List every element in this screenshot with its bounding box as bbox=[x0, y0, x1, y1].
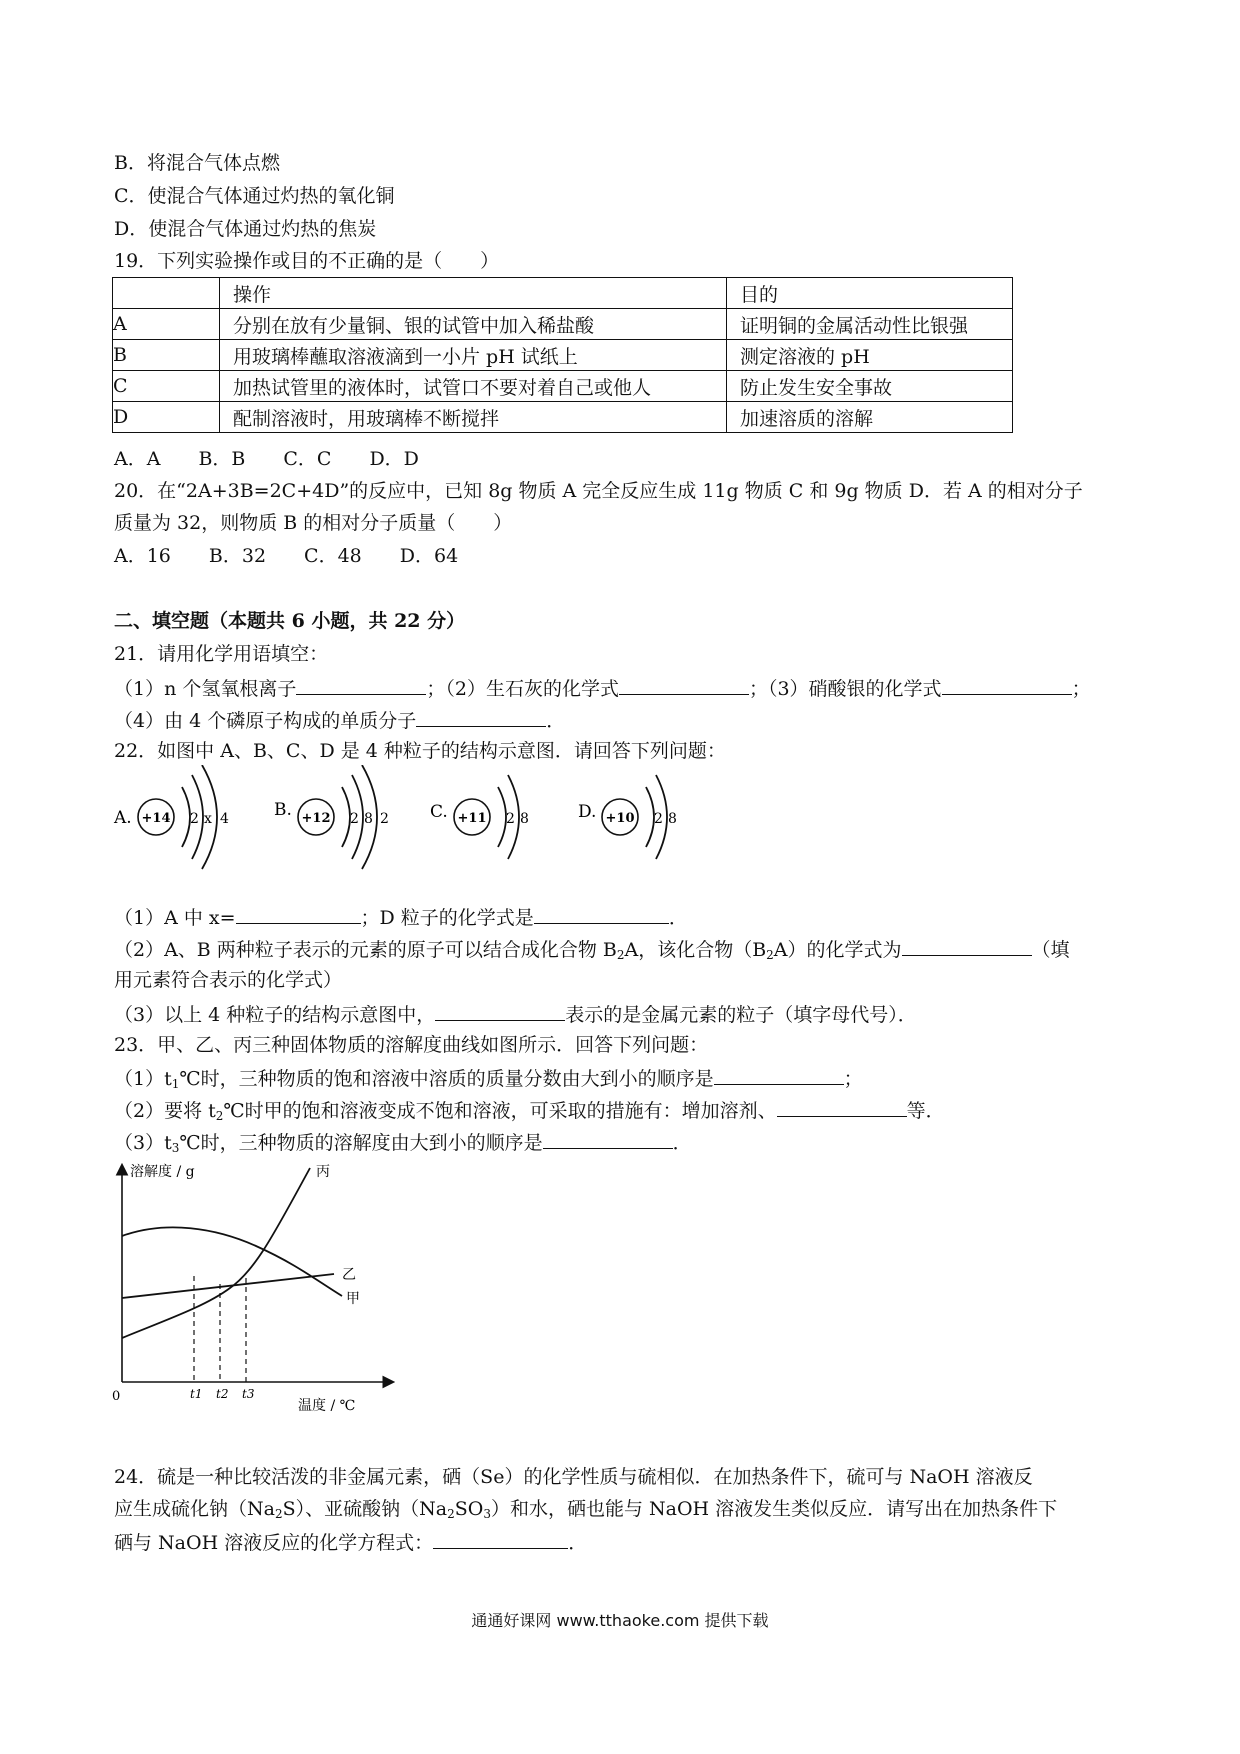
q24-line2-d: ）和水，硒也能与 NaOH 溶液发生类似反应．请写出在加热条件下 bbox=[490, 1498, 1058, 1520]
subscript: 2 bbox=[215, 1109, 224, 1123]
electron-shell-arc bbox=[498, 787, 506, 847]
table-cell: C bbox=[113, 371, 220, 402]
answer-blank[interactable] bbox=[296, 674, 426, 695]
q24-line2-c: SO bbox=[454, 1498, 484, 1520]
q22-sub3 bbox=[114, 1000, 917, 1028]
q22-sub1 bbox=[114, 903, 688, 931]
particle-label: B. bbox=[274, 800, 292, 820]
answer-blank[interactable] bbox=[777, 1096, 907, 1117]
table-cell: 证明铜的金属活动性比银强 bbox=[727, 309, 1013, 340]
table-row bbox=[113, 309, 1013, 340]
particle-d-diagram bbox=[578, 775, 677, 859]
q19-table bbox=[112, 277, 1013, 433]
x-tick-label: t2 bbox=[216, 1387, 229, 1401]
answer-blank[interactable] bbox=[435, 1000, 565, 1021]
q21-part2: ；（2）生石灰的化学式 bbox=[426, 678, 619, 700]
particle-a-diagram bbox=[113, 765, 229, 869]
subscript: 3 bbox=[171, 1141, 180, 1155]
answer-blank[interactable] bbox=[902, 935, 1032, 956]
q22-sub1-end: ． bbox=[668, 907, 688, 929]
q19-stem: 19．下列实验操作或目的不正确的是（ ） bbox=[114, 250, 500, 272]
q22-sub1-a: （1）A 中 x= bbox=[114, 907, 236, 929]
table-cell: A bbox=[113, 309, 220, 340]
series-label-yi: 乙 bbox=[342, 1267, 356, 1283]
answer-blank[interactable] bbox=[543, 1128, 673, 1149]
q20-options: A．16 B．32 C．48 D．64 bbox=[114, 545, 459, 567]
particle-c-diagram bbox=[430, 775, 529, 859]
q18-option-d: D．使混合气体通过灼热的焦炭 bbox=[114, 218, 377, 240]
q22-sub3-a: （3）以上 4 种粒子的结构示意图中， bbox=[114, 1004, 436, 1026]
atom-structure-diagrams bbox=[110, 765, 730, 895]
q23-stem: 23．甲、乙、丙三种固体物质的溶解度曲线如图所示．回答下列问题： bbox=[114, 1034, 709, 1056]
particle-label: C. bbox=[430, 802, 448, 822]
table-cell: B bbox=[113, 340, 220, 371]
table-cell: 加热试管里的液体时，试管口不要对着自己或他人 bbox=[220, 371, 727, 402]
section-title: 二、填空题（本题共 6 小题，共 22 分） bbox=[114, 610, 466, 632]
series-curve-yi bbox=[122, 1274, 334, 1298]
q23-sub3-b: ℃时，三种物质的溶解度由大到小的顺序是 bbox=[179, 1132, 543, 1154]
q23-sub1 bbox=[114, 1064, 863, 1097]
page-footer: 通通好课网 www.tthaoke.com 提供下载 bbox=[471, 1611, 769, 1630]
shell-electrons: 8 bbox=[668, 811, 677, 827]
electron-shell-arc bbox=[646, 787, 654, 847]
q23-sub1-a: （1）t bbox=[114, 1068, 172, 1090]
subscript: 1 bbox=[171, 1077, 180, 1091]
q23-sub2-b: ℃时甲的饱和溶液变成不饱和溶液，可采取的措施有：增加溶剂、 bbox=[223, 1100, 777, 1122]
q23-sub1-end: ； bbox=[843, 1068, 863, 1090]
particle-label: D. bbox=[578, 802, 597, 822]
answer-blank[interactable] bbox=[942, 674, 1072, 695]
q22-sub2-c: A）的化学式为 bbox=[773, 939, 902, 961]
q19-options: A．A B．B C．C D．D bbox=[114, 448, 419, 470]
table-cell: 配制溶液时，用玻璃棒不断搅拌 bbox=[220, 402, 727, 433]
q22-stem: 22．如图中 A、B、C、D 是 4 种粒子的结构示意图．请回答下列问题： bbox=[114, 740, 726, 762]
table-header-cell: 操作 bbox=[220, 278, 727, 309]
q22-sub2-line2: 用元素符合表示的化学式） bbox=[114, 969, 343, 991]
q20-line2: 质量为 32，则物质 B 的相对分子质量（ ） bbox=[114, 512, 513, 534]
shell-electrons: 2 bbox=[350, 811, 359, 827]
table-cell: 分别在放有少量铜、银的试管中加入稀盐酸 bbox=[220, 309, 727, 340]
nucleus-charge: +11 bbox=[457, 811, 487, 826]
q21-part4-end: ． bbox=[546, 710, 566, 732]
q22-sub2-a: （2）A、B 两种粒子表示的元素的原子可以结合成化合物 B bbox=[114, 939, 617, 961]
series-label-jia: 甲 bbox=[346, 1291, 360, 1307]
answer-blank[interactable] bbox=[433, 1528, 568, 1549]
q24-line3-end: ． bbox=[568, 1532, 588, 1554]
nucleus-charge: +12 bbox=[301, 811, 331, 826]
q22-sub1-b: ；D 粒子的化学式是 bbox=[360, 907, 534, 929]
table-row bbox=[113, 402, 1013, 433]
q21-line1 bbox=[114, 674, 1091, 702]
q24-line3-text: 硒与 NaOH 溶液反应的化学方程式： bbox=[114, 1532, 434, 1554]
q23-sub3 bbox=[114, 1128, 692, 1161]
nucleus-charge: +10 bbox=[605, 811, 635, 826]
table-header-cell: 目的 bbox=[727, 278, 1013, 309]
q22-sub3-b: 表示的是金属元素的粒子（填字母代号）． bbox=[565, 1004, 917, 1026]
q22-sub2 bbox=[114, 935, 1070, 968]
answer-blank[interactable] bbox=[534, 903, 669, 924]
q24-line2-a: 应生成硫化钠（Na bbox=[114, 1498, 275, 1520]
answer-blank[interactable] bbox=[619, 674, 749, 695]
q21-part3: ；（3）硝酸银的化学式 bbox=[748, 678, 942, 700]
subscript: 2 bbox=[274, 1507, 283, 1521]
x-tick-label: t3 bbox=[242, 1387, 255, 1401]
q23-sub2 bbox=[114, 1096, 945, 1129]
q23-sub3-end: ． bbox=[672, 1132, 692, 1154]
shell-electrons: 4 bbox=[220, 811, 229, 827]
particle-label: A. bbox=[114, 808, 132, 828]
q18-option-b: B．将混合气体点燃 bbox=[114, 152, 280, 174]
q23-sub3-a: （3）t bbox=[114, 1132, 172, 1154]
shell-electrons: 8 bbox=[520, 811, 529, 827]
q24-line2 bbox=[114, 1496, 1057, 1527]
q21-line2 bbox=[114, 706, 565, 734]
q23-sub2-a: （2）要将 t bbox=[114, 1100, 216, 1122]
subscript: 2 bbox=[616, 948, 625, 962]
table-cell: 加速溶质的溶解 bbox=[727, 402, 1013, 433]
nucleus-charge: +14 bbox=[141, 811, 171, 826]
y-axis-label: 溶解度 / g bbox=[130, 1164, 195, 1180]
shell-electrons: 2 bbox=[190, 811, 199, 827]
answer-blank[interactable] bbox=[714, 1064, 844, 1085]
table-cell: D bbox=[113, 402, 220, 433]
table-row bbox=[113, 340, 1013, 371]
shell-electrons: x bbox=[204, 811, 212, 827]
shell-electrons: 8 bbox=[364, 811, 373, 827]
table-cell: 用玻璃棒蘸取溶液滴到一小片 pH 试纸上 bbox=[220, 340, 727, 371]
q23-sub1-b: ℃时，三种物质的饱和溶液中溶质的质量分数由大到小的顺序是 bbox=[179, 1068, 714, 1090]
electron-shell-arc bbox=[342, 787, 350, 847]
answer-blank[interactable] bbox=[416, 706, 546, 727]
shell-electrons: 2 bbox=[380, 811, 389, 827]
table-row bbox=[113, 371, 1013, 402]
q24-line2-b: S）、亚硫酸钠（Na bbox=[282, 1498, 448, 1520]
answer-blank[interactable] bbox=[236, 903, 361, 924]
series-label-bing: 丙 bbox=[316, 1164, 330, 1180]
q23-sub2-end: 等． bbox=[906, 1100, 945, 1122]
particle-b-diagram bbox=[274, 765, 389, 869]
q21-part3-end: ； bbox=[1071, 678, 1091, 700]
q24-line1: 24．硫是一种比较活泼的非金属元素，硒（Se）的化学性质与硫相似．在加热条件下，硫可与 NaOH 溶液反 bbox=[114, 1466, 1033, 1488]
subscript: 2 bbox=[766, 948, 774, 962]
x-tick-label: t1 bbox=[190, 1387, 203, 1401]
q20-line1: 20．在“2A+3B=2C+4D”的反应中，已知 8g 物质 A 完全反应生成 11g 物质 C 和 9g 物质 D．若 A 的相对分子 bbox=[114, 480, 1083, 502]
table-header-cell bbox=[113, 278, 220, 309]
subscript: 3 bbox=[483, 1507, 491, 1521]
table-cell: 防止发生安全事故 bbox=[727, 371, 1013, 402]
q24-line3 bbox=[114, 1528, 587, 1556]
table-header-row bbox=[113, 278, 1013, 309]
series-curve-bing bbox=[122, 1168, 310, 1338]
electron-shell-arc bbox=[182, 787, 190, 847]
q22-sub2-b: A，该化合物（B bbox=[624, 939, 767, 961]
q21-stem: 21．请用化学用语填空： bbox=[114, 643, 329, 665]
shell-electrons: 2 bbox=[506, 811, 515, 827]
table-cell: 测定溶液的 pH bbox=[727, 340, 1013, 371]
subscript: 2 bbox=[447, 1507, 455, 1521]
solubility-chart bbox=[106, 1160, 406, 1420]
q21-part1: （1）n 个氢氧根离子 bbox=[114, 678, 297, 700]
q21-part4: （4）由 4 个磷原子构成的单质分子 bbox=[114, 710, 417, 732]
shell-electrons: 2 bbox=[654, 811, 663, 827]
q22-sub2-end: （填 bbox=[1031, 939, 1070, 961]
q18-option-c: C．使混合气体通过灼热的氧化铜 bbox=[114, 185, 395, 207]
x-axis-label: 温度 / ℃ bbox=[298, 1398, 356, 1414]
origin-label: 0 bbox=[112, 1389, 121, 1404]
